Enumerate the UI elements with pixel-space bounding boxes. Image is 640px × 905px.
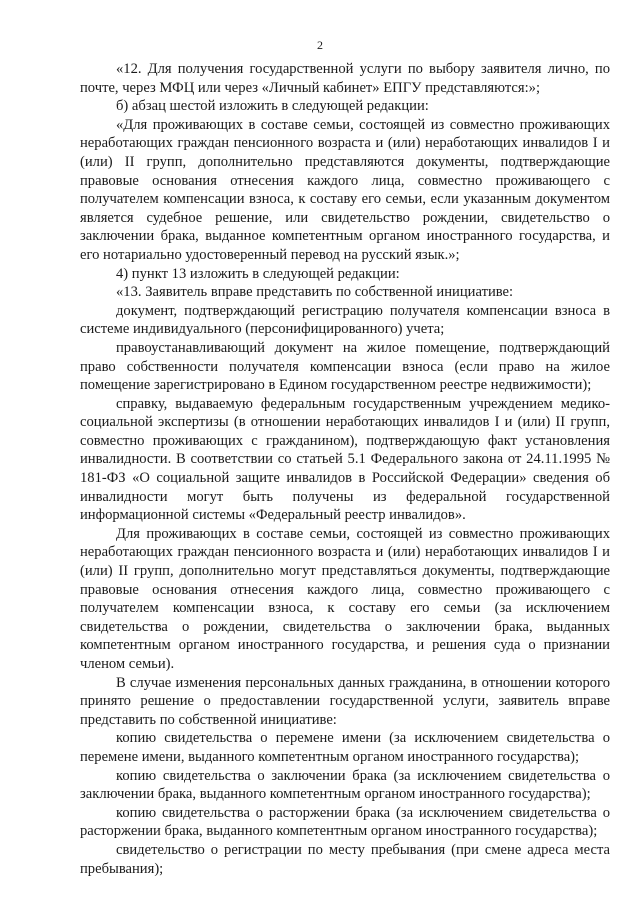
paragraph: б) абзац шестой изложить в следующей редакции: xyxy=(116,98,429,115)
paragraph: «Для проживающих в составе семьи, состоящей из совместно проживающих неработающих граждан пенсионного возраста и (или) неработающих инвалидов I и (или) II групп, дополнительно представляются документы, подтверждающие правовые основания отнесения каждого лица, совместно проживающего с получателем компенсации взноса, к составу его семьи, если указанным документом является судебное решение, или свидетельство рождении, свидетельство о заключении брака, выданное компетентным органом иностранного государства, и его нотариально удостоверенный перевод на русский язык.»; xyxy=(80,116,610,263)
paragraph: копию свидетельства о расторжении брака (за исключением свидетельства о расторжении брака, выданного компетентным органом иностранного государства); xyxy=(80,804,610,840)
paragraph: «12. Для получения государственной услуги по выбору заявителя лично, по почте, через МФЦ или через «Личный кабинет» ЕПГУ представляются:»; xyxy=(80,61,610,96)
document-body xyxy=(80,60,610,878)
paragraph: правоустанавливающий документ на жилое помещение, подтверждающий право собственности получателя компенсации взноса (если право на жилое помещение зарегистрировано в Едином государственном реестре недвижимости); xyxy=(80,339,610,394)
paragraph: «13. Заявитель вправе представить по собственной инициативе: xyxy=(116,284,514,301)
paragraph: документ, подтверждающий регистрацию получателя компенсации взноса в системе индивидуального (персонифицированного) учета; xyxy=(80,302,610,338)
page-number: 2 xyxy=(317,38,323,52)
paragraph: 4) пункт 13 изложить в следующей редакции: xyxy=(116,265,400,282)
paragraph: копию свидетельства о заключении брака (за исключением свидетельства о заключении брака, выданного компетентным органом иностранного государства); xyxy=(80,767,610,803)
paragraph: копию свидетельства о перемене имени (за исключением свидетельства о перемене имени, выданного компетентным органом иностранного государства); xyxy=(80,730,610,765)
paragraph: В случае изменения персональных данных гражданина, в отношении которого принято решение о предоставлении государственной услуги, заявитель вправе представить по собственной инициативе: xyxy=(80,674,610,728)
paragraph: свидетельство о регистрации по месту пребывания (при смене адреса места пребывания); xyxy=(80,841,610,877)
paragraph: справку, выдаваемую федеральным государственным учреждением медико-социальной экспертизы (в отношении неработающих инвалидов I и (или) II групп, совместно проживающих с гражданином), подтверждающую факт установления инвалидности. В соответствии со статьей 5.1 Федерального закона от 24.11.1995 № 181-ФЗ «О социальной защите инвалидов в Российской Федерации» сведения об инвалидности могут быть получены из федеральной государственной информационной системы «Федеральный реестр инвалидов». xyxy=(80,395,610,524)
paragraph: Для проживающих в составе семьи, состоящей из совместно проживающих неработающих граждан пенсионного возраста и (или) неработающих инвалидов I и (или) II групп, дополнительно могут представляться документы, подтверждающие правовые основания отнесения каждого лица, совместно проживающего с получателем компенсации взноса, к составу его семьи (за исключением свидетельства о рождении, свидетельства о заключении брака, выданных компетентным органом иностранного государства, и решения суда о признании членом семьи). xyxy=(80,525,610,672)
